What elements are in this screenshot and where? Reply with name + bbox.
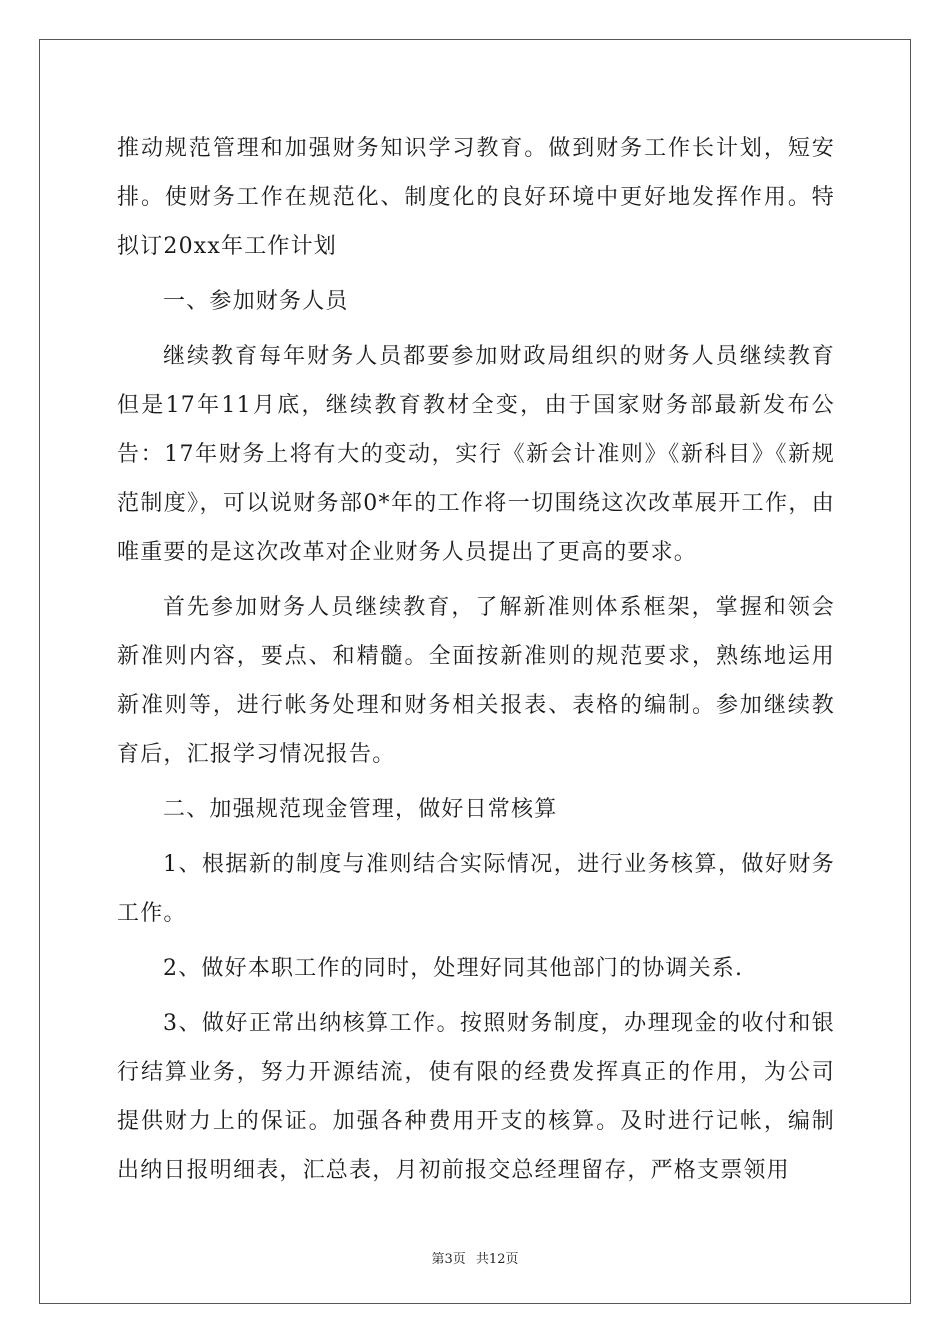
list-item-3: 3、做好正常出纳核算工作。按照财务制度，办理现金的收付和银行结算业务，努力开源结流，使有限的经费发挥真正的作用，为公司提供财力上的保证。加强各种费用开支的核算。及时进行记帐，编制出纳日报明细表，汇总表，月初前报交总经理留存，严格支票领用 [117,1011,835,1183]
paragraph-first-steps: 首先参加财务人员继续教育，了解新准则体系框架，掌握和领会新准则内容，要点、和精髓。全面按新准则的规范要求，熟练地运用新准则等，进行帐务处理和财务相关报表、表格的编制。参加继续教育后，汇报学习情况报告。 [117,595,835,767]
list-item-2: 2、做好本职工作的同时，处理好同其他部门的协调关系. [163,956,744,981]
paragraph-intro: 推动规范管理和加强财务知识学习教育。做到财务工作长计划，短安排。使财务工作在规范化、制度化的良好环境中更好地发挥作用。特拟订20xx年工作计划 [117,136,835,259]
heading-section-2: 二、加强规范现金管理，做好日常核算 [163,797,558,822]
paragraph-continuing-education: 继续教育每年财务人员都要参加财政局组织的财务人员继续教育但是17年11月底，继续教育教材全变，由于国家财务部最新发布公告：17年财务上将有大的变动，实行《新会计准则》《新科目》《新规范制度》，可以说财务部0*年的工作将一切围绕这次改革展开工作，由唯重要的是这次改革对企业财务人员提出了更高的要求。 [117,344,835,565]
page-footer: 第3页 共12页 [431,1252,519,1267]
document-body [117,124,835,1195]
list-item-1: 1、根据新的制度与准则结合实际情况，进行业务核算，做好财务工作。 [117,852,835,926]
heading-section-1: 一、参加财务人员 [163,289,349,314]
